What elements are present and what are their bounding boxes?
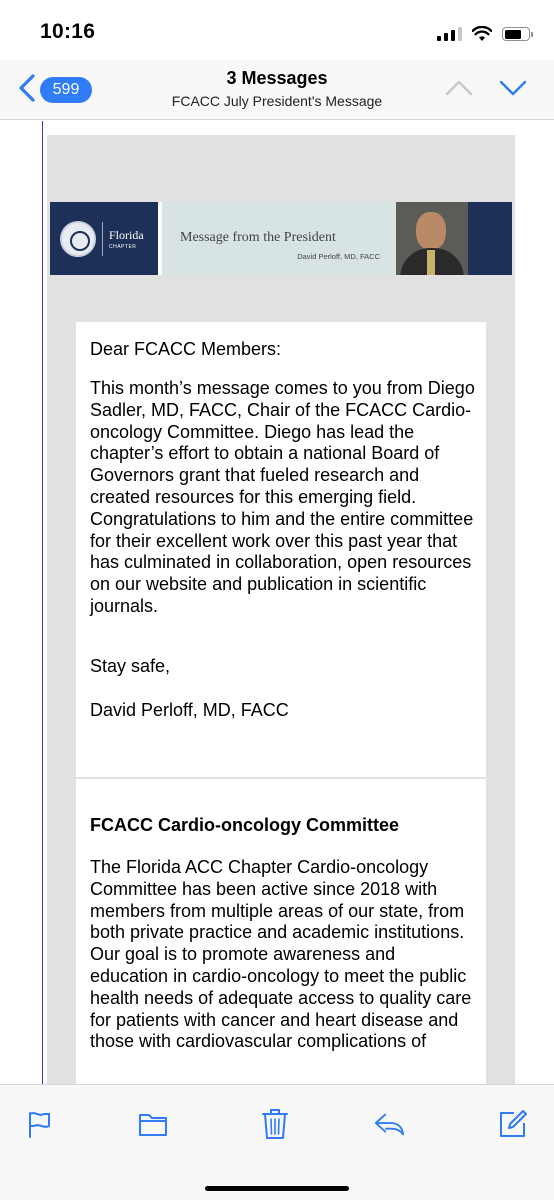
status-bar xyxy=(0,0,554,60)
move-to-folder-button[interactable] xyxy=(136,1107,170,1141)
section-body: The Florida ACC Chapter Cardio-oncology Committee has been active since 2018 with members from multiple areas of our state, from both private practice and academic institutions. Our goal is to promote awareness and education in cardio-oncology to meet the public health needs of adequate access to quality care for patients with cancer and heart disease and those with cardiovascular complications of xyxy=(90,857,472,1052)
reply-button[interactable] xyxy=(372,1107,406,1141)
message-nav-bar xyxy=(0,60,554,120)
logo-text: Florida xyxy=(109,227,144,242)
section-heading: FCACC Cardio-oncology Committee xyxy=(90,815,400,835)
trash-icon xyxy=(260,1107,290,1141)
president-message-card xyxy=(76,322,486,777)
chevron-down-icon[interactable] xyxy=(498,78,528,98)
unread-count-badge[interactable]: 599 xyxy=(40,77,92,103)
flag-button[interactable] xyxy=(22,1107,56,1141)
mail-toolbar xyxy=(0,1084,554,1200)
committee-section-card xyxy=(76,779,486,1084)
compose-icon xyxy=(497,1108,529,1140)
message-closing: Stay safe, xyxy=(90,656,171,676)
cellular-signal-icon xyxy=(437,27,462,41)
thread-title: 3 Messages xyxy=(226,68,328,88)
thread-indicator-line xyxy=(42,121,43,1084)
chevron-up-icon[interactable] xyxy=(444,78,474,98)
wifi-icon xyxy=(472,26,492,42)
president-photo xyxy=(396,202,468,275)
status-icons xyxy=(437,24,530,44)
compose-button[interactable] xyxy=(496,1107,530,1141)
florida-chapter-logo xyxy=(50,202,158,275)
message-signature: David Perloff, MD, FACC xyxy=(90,700,289,720)
reply-icon xyxy=(372,1109,406,1139)
banner-message xyxy=(162,202,396,275)
email-body xyxy=(47,135,515,1084)
president-banner xyxy=(50,202,512,275)
battery-icon xyxy=(502,27,530,41)
message-body: This month’s message comes to you from Diego Sadler, MD, FACC, Chair of the FCACC Cardio-oncology Committee. Diego has lead the chapter’s effort to obtain a national Board of Governors grant that fueled research and created resources for this emerging field. Congratulations to him and the entire committee for their excellent work over this past year that has culminated in collaboration, open resources on our website and publication in scientific journals. xyxy=(90,378,475,616)
folder-icon xyxy=(137,1110,169,1138)
delete-button[interactable] xyxy=(258,1107,292,1141)
banner-title: Message from the President xyxy=(180,230,336,245)
email-content[interactable] xyxy=(0,121,554,1084)
message-greeting: Dear FCACC Members: xyxy=(90,339,282,359)
status-time: 10:16 xyxy=(40,20,96,43)
thread-subject: FCACC July President's Message xyxy=(171,93,383,109)
banner-byline: David Perloff, MD, FACC xyxy=(297,252,380,261)
acc-seal-icon xyxy=(60,221,96,257)
logo-subtext: CHAPTER xyxy=(109,243,137,250)
home-indicator[interactable] xyxy=(205,1186,349,1191)
flag-icon xyxy=(25,1109,53,1139)
